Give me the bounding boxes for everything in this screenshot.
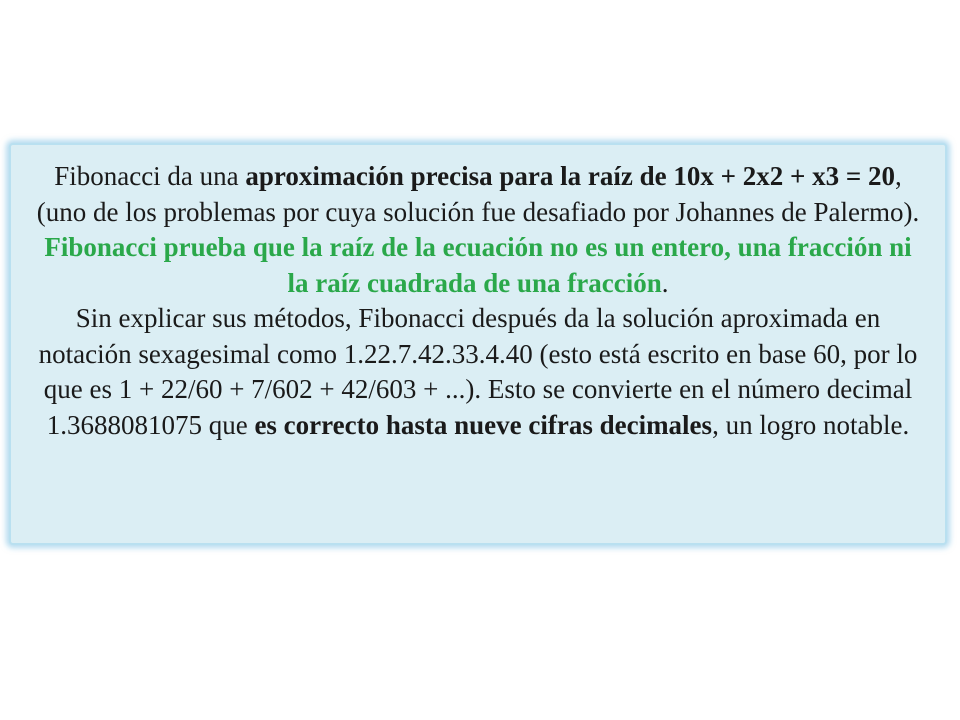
green-highlight-statement: Fibonacci prueba que la raíz de la ecuación no es un entero, una fracción ni la raíz cuadrada de una fracción [44,232,912,298]
text-box [9,143,947,545]
paragraph-2-text: Sin explicar sus métodos, Fibonacci después da la solución aproximada en notación sexagesimal como 1.22.7.42.33.4.40 (esto está escrito en base 60, por lo que es 1 + 22/60 + 7/602 + 42/603 + ...). Esto se convierte en el número decimal 1.3688081075 que [38,303,918,440]
paragraph-2 [31,301,925,443]
paragraph-1-period: . [661,267,669,298]
paragraph-1 [31,159,925,301]
paragraph-2-ending: , un logro notable. [712,409,910,440]
paragraph-1-context: , (uno de los problemas por cuya solución fue desafiado por Johannes de Palermo). [36,161,920,227]
paragraph-1-intro: Fibonacci da una [54,161,246,191]
approximation-bold-text: aproximación precisa para la raíz de 10x + 2x2 + x3 = 20 [245,161,896,191]
correct-decimals-bold-text: es correcto hasta nueve cifras decimales [254,409,713,440]
